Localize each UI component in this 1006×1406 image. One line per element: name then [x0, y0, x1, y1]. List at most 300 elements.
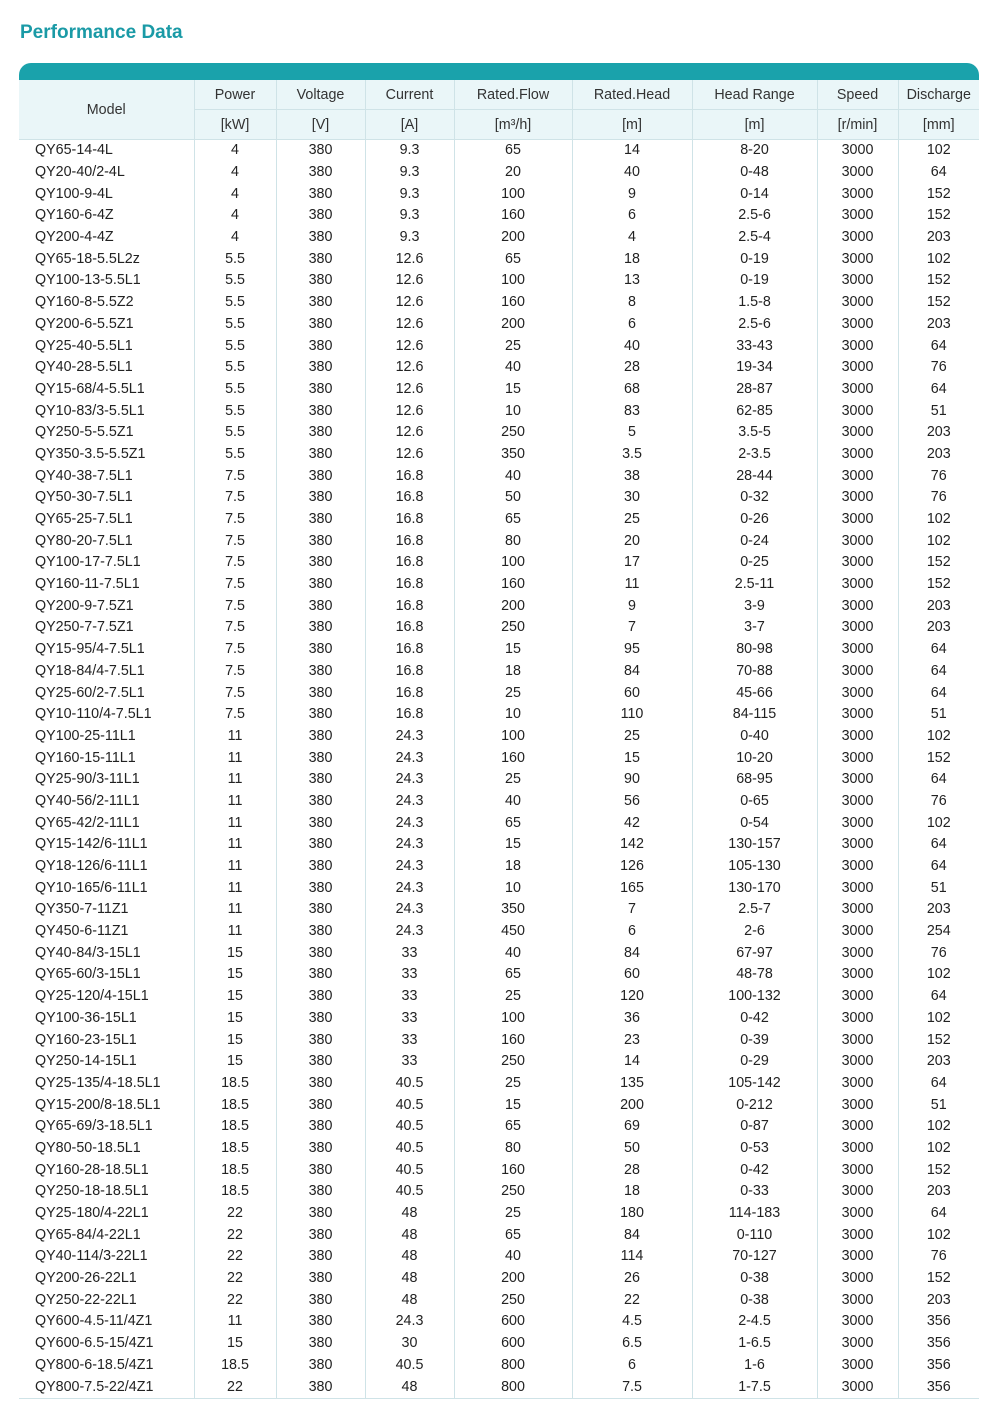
cell-rated-flow: 65	[454, 964, 572, 986]
table-row	[19, 747, 979, 769]
cell-model: QY160-15-11L1	[19, 747, 194, 769]
unit-voltage: [V]	[276, 110, 365, 140]
cell-current: 48	[365, 1203, 454, 1225]
cell-head-range: 45-66	[692, 682, 817, 704]
cell-power: 18.5	[194, 1094, 276, 1116]
cell-head-range: 100-132	[692, 986, 817, 1008]
cell-voltage: 380	[276, 791, 365, 813]
cell-power: 11	[194, 921, 276, 943]
cell-model: QY65-14-4L	[19, 140, 194, 162]
cell-current: 33	[365, 942, 454, 964]
cell-rated-flow: 65	[454, 248, 572, 270]
cell-power: 5.5	[194, 314, 276, 336]
cell-model: QY160-23-15L1	[19, 1029, 194, 1051]
cell-speed: 3000	[817, 530, 898, 552]
cell-head-range: 2.5-4	[692, 227, 817, 249]
cell-rated-head: 25	[572, 726, 692, 748]
table-row	[19, 704, 979, 726]
cell-discharge: 152	[926, 576, 951, 593]
cell-discharge: 76	[930, 1248, 947, 1265]
cell-current: 12.6	[365, 444, 454, 466]
cell-rated-flow: 40	[454, 791, 572, 813]
cell-rated-head: 83	[572, 400, 692, 422]
cell-rated-flow: 160	[454, 292, 572, 314]
cell-model: QY40-28-5.5L1	[19, 357, 194, 379]
cell-head-range: 67-97	[692, 942, 817, 964]
cell-rated-flow: 40	[454, 942, 572, 964]
cell-head-range: 70-88	[692, 661, 817, 683]
header-rated-flow: Rated.Flow	[454, 80, 572, 110]
cell-model: QY65-84/4-22L1	[19, 1224, 194, 1246]
cell-rated-head: 6.5	[572, 1333, 692, 1355]
performance-table	[19, 80, 979, 1399]
cell-voltage: 380	[276, 1376, 365, 1398]
cell-power: 15	[194, 1051, 276, 1073]
cell-head-range: 0-110	[692, 1224, 817, 1246]
cell-voltage: 380	[276, 1181, 365, 1203]
cell-discharge: 102	[926, 1226, 951, 1243]
cell-rated-head: 110	[572, 704, 692, 726]
cell-rated-head: 30	[572, 487, 692, 509]
cell-rated-head: 22	[572, 1289, 692, 1311]
cell-discharge: 152	[926, 749, 951, 766]
cell-head-range: 0-40	[692, 726, 817, 748]
cell-speed: 3000	[817, 1181, 898, 1203]
cell-model: QY25-120/4-15L1	[19, 986, 194, 1008]
cell-rated-flow: 450	[454, 921, 572, 943]
cell-model: QY250-18-18.5L1	[19, 1181, 194, 1203]
cell-rated-head: 4	[572, 227, 692, 249]
cell-model: QY40-114/3-22L1	[19, 1246, 194, 1268]
cell-discharge: 203	[926, 424, 951, 441]
table-row	[19, 726, 979, 748]
cell-model: QY20-40/2-4L	[19, 162, 194, 184]
cell-rated-head: 180	[572, 1203, 692, 1225]
page-title: Performance Data	[20, 22, 183, 43]
cell-speed: 3000	[817, 1159, 898, 1181]
cell-voltage: 380	[276, 1073, 365, 1095]
cell-head-range: 0-26	[692, 509, 817, 531]
cell-rated-flow: 100	[454, 726, 572, 748]
cell-head-range: 19-34	[692, 357, 817, 379]
cell-rated-flow: 25	[454, 1203, 572, 1225]
cell-head-range: 0-19	[692, 270, 817, 292]
cell-power: 22	[194, 1289, 276, 1311]
cell-rated-flow: 250	[454, 1051, 572, 1073]
cell-head-range: 0-39	[692, 1029, 817, 1051]
cell-head-range: 0-19	[692, 248, 817, 270]
cell-discharge: 102	[926, 727, 951, 744]
cell-speed: 3000	[817, 1203, 898, 1225]
cell-current: 40.5	[365, 1073, 454, 1095]
cell-current: 24.3	[365, 747, 454, 769]
cell-discharge: 203	[926, 901, 951, 918]
cell-current: 33	[365, 1008, 454, 1030]
cell-head-range: 0-32	[692, 487, 817, 509]
cell-discharge: 64	[930, 771, 947, 788]
cell-voltage: 380	[276, 639, 365, 661]
cell-rated-flow: 600	[454, 1311, 572, 1333]
cell-rated-flow: 100	[454, 183, 572, 205]
cell-voltage: 380	[276, 964, 365, 986]
cell-power: 4	[194, 140, 276, 162]
cell-head-range: 10-20	[692, 747, 817, 769]
cell-speed: 3000	[817, 1376, 898, 1398]
cell-rated-head: 7	[572, 617, 692, 639]
cell-voltage: 380	[276, 270, 365, 292]
cell-power: 22	[194, 1203, 276, 1225]
table-row	[19, 379, 979, 401]
cell-model: QY10-83/3-5.5L1	[19, 400, 194, 422]
cell-rated-flow: 65	[454, 1116, 572, 1138]
header-current: Current	[365, 80, 454, 110]
table-row	[19, 921, 979, 943]
cell-rated-flow: 80	[454, 530, 572, 552]
cell-power: 11	[194, 899, 276, 921]
cell-power: 11	[194, 856, 276, 878]
cell-current: 48	[365, 1289, 454, 1311]
cell-rated-head: 11	[572, 574, 692, 596]
cell-speed: 3000	[817, 661, 898, 683]
cell-speed: 3000	[817, 769, 898, 791]
cell-rated-head: 42	[572, 812, 692, 834]
cell-current: 24.3	[365, 921, 454, 943]
cell-head-range: 28-87	[692, 379, 817, 401]
cell-discharge: 64	[930, 164, 947, 181]
cell-rated-head: 165	[572, 877, 692, 899]
cell-power: 5.5	[194, 248, 276, 270]
cell-discharge: 102	[926, 142, 951, 159]
cell-rated-head: 9	[572, 183, 692, 205]
table-row	[19, 1138, 979, 1160]
cell-power: 7.5	[194, 530, 276, 552]
cell-current: 12.6	[365, 248, 454, 270]
cell-rated-flow: 65	[454, 509, 572, 531]
table-row	[19, 1116, 979, 1138]
cell-rated-flow: 50	[454, 487, 572, 509]
cell-current: 12.6	[365, 270, 454, 292]
cell-rated-flow: 10	[454, 877, 572, 899]
cell-discharge: 64	[930, 641, 947, 658]
cell-head-range: 0-42	[692, 1159, 817, 1181]
table-row	[19, 357, 979, 379]
cell-current: 16.8	[365, 530, 454, 552]
cell-current: 40.5	[365, 1116, 454, 1138]
table-row	[19, 509, 979, 531]
cell-rated-flow: 160	[454, 747, 572, 769]
cell-discharge: 64	[930, 858, 947, 875]
table-row	[19, 812, 979, 834]
cell-current: 24.3	[365, 877, 454, 899]
cell-voltage: 380	[276, 530, 365, 552]
cell-current: 33	[365, 964, 454, 986]
table-row	[19, 1246, 979, 1268]
cell-power: 15	[194, 986, 276, 1008]
cell-model: QY800-7.5-22/4Z1	[19, 1376, 194, 1398]
cell-voltage: 380	[276, 1355, 365, 1377]
cell-speed: 3000	[817, 465, 898, 487]
cell-head-range: 105-130	[692, 856, 817, 878]
table-row	[19, 834, 979, 856]
cell-rated-head: 18	[572, 1181, 692, 1203]
table-row	[19, 877, 979, 899]
unit-discharge: [mm]	[898, 110, 979, 140]
cell-model: QY600-6.5-15/4Z1	[19, 1333, 194, 1355]
cell-power: 4	[194, 227, 276, 249]
cell-current: 24.3	[365, 899, 454, 921]
cell-power: 7.5	[194, 617, 276, 639]
cell-current: 24.3	[365, 726, 454, 748]
cell-current: 40.5	[365, 1355, 454, 1377]
cell-rated-head: 17	[572, 552, 692, 574]
cell-discharge: 64	[930, 337, 947, 354]
cell-voltage: 380	[276, 595, 365, 617]
cell-voltage: 380	[276, 1051, 365, 1073]
cell-model: QY25-180/4-22L1	[19, 1203, 194, 1225]
cell-head-range: 0-38	[692, 1289, 817, 1311]
cell-speed: 3000	[817, 639, 898, 661]
cell-rated-head: 84	[572, 1224, 692, 1246]
cell-speed: 3000	[817, 704, 898, 726]
cell-current: 30	[365, 1333, 454, 1355]
cell-rated-flow: 160	[454, 205, 572, 227]
header-row-names	[19, 80, 979, 110]
cell-model: QY10-110/4-7.5L1	[19, 704, 194, 726]
cell-discharge: 64	[930, 988, 947, 1005]
cell-head-range: 0-29	[692, 1051, 817, 1073]
cell-speed: 3000	[817, 1333, 898, 1355]
cell-head-range: 2.5-11	[692, 574, 817, 596]
cell-head-range: 130-170	[692, 877, 817, 899]
performance-table-container	[19, 80, 979, 1399]
cell-speed: 3000	[817, 379, 898, 401]
cell-discharge: 152	[926, 207, 951, 224]
table-row	[19, 1333, 979, 1355]
cell-speed: 3000	[817, 552, 898, 574]
cell-discharge: 64	[930, 1205, 947, 1222]
cell-power: 7.5	[194, 682, 276, 704]
table-row	[19, 465, 979, 487]
cell-speed: 3000	[817, 314, 898, 336]
cell-speed: 3000	[817, 162, 898, 184]
table-body	[19, 140, 979, 1399]
table-row	[19, 595, 979, 617]
cell-head-range: 0-54	[692, 812, 817, 834]
cell-current: 12.6	[365, 314, 454, 336]
cell-current: 24.3	[365, 791, 454, 813]
table-row	[19, 617, 979, 639]
cell-model: QY250-14-15L1	[19, 1051, 194, 1073]
table-row	[19, 227, 979, 249]
cell-speed: 3000	[817, 1094, 898, 1116]
cell-rated-head: 4.5	[572, 1311, 692, 1333]
cell-rated-head: 135	[572, 1073, 692, 1095]
cell-discharge: 76	[930, 467, 947, 484]
cell-discharge: 102	[926, 1009, 951, 1026]
cell-rated-head: 50	[572, 1138, 692, 1160]
cell-power: 11	[194, 726, 276, 748]
unit-speed: [r/min]	[817, 110, 898, 140]
cell-rated-flow: 15	[454, 639, 572, 661]
cell-model: QY10-165/6-11L1	[19, 877, 194, 899]
cell-model: QY25-60/2-7.5L1	[19, 682, 194, 704]
table-row	[19, 1376, 979, 1398]
cell-model: QY200-9-7.5Z1	[19, 595, 194, 617]
cell-head-range: 80-98	[692, 639, 817, 661]
table-row	[19, 400, 979, 422]
cell-current: 9.3	[365, 140, 454, 162]
cell-model: QY100-9-4L	[19, 183, 194, 205]
cell-rated-flow: 25	[454, 1073, 572, 1095]
table-row	[19, 986, 979, 1008]
table-row	[19, 1181, 979, 1203]
cell-head-range: 70-127	[692, 1246, 817, 1268]
cell-power: 5.5	[194, 357, 276, 379]
cell-current: 16.8	[365, 574, 454, 596]
header-rated-head: Rated.Head	[572, 80, 692, 110]
cell-discharge: 51	[930, 402, 947, 419]
table-row	[19, 487, 979, 509]
cell-discharge: 152	[926, 185, 951, 202]
cell-voltage: 380	[276, 899, 365, 921]
cell-current: 24.3	[365, 834, 454, 856]
cell-voltage: 380	[276, 357, 365, 379]
cell-discharge: 203	[926, 1183, 951, 1200]
table-row	[19, 530, 979, 552]
cell-voltage: 380	[276, 1224, 365, 1246]
cell-voltage: 380	[276, 834, 365, 856]
cell-voltage: 380	[276, 162, 365, 184]
cell-model: QY18-126/6-11L1	[19, 856, 194, 878]
cell-power: 5.5	[194, 379, 276, 401]
cell-power: 5.5	[194, 292, 276, 314]
cell-speed: 3000	[817, 205, 898, 227]
cell-power: 15	[194, 1333, 276, 1355]
cell-model: QY100-13-5.5L1	[19, 270, 194, 292]
cell-voltage: 380	[276, 183, 365, 205]
cell-power: 15	[194, 1029, 276, 1051]
cell-rated-head: 6	[572, 1355, 692, 1377]
cell-power: 4	[194, 205, 276, 227]
cell-voltage: 380	[276, 769, 365, 791]
cell-voltage: 380	[276, 335, 365, 357]
cell-current: 40.5	[365, 1094, 454, 1116]
cell-speed: 3000	[817, 444, 898, 466]
cell-head-range: 0-14	[692, 183, 817, 205]
cell-model: QY50-30-7.5L1	[19, 487, 194, 509]
cell-rated-head: 6	[572, 314, 692, 336]
cell-head-range: 2.5-6	[692, 314, 817, 336]
cell-rated-head: 60	[572, 964, 692, 986]
cell-model: QY200-26-22L1	[19, 1268, 194, 1290]
cell-current: 40.5	[365, 1138, 454, 1160]
cell-discharge: 152	[926, 554, 951, 571]
cell-voltage: 380	[276, 682, 365, 704]
table-row	[19, 639, 979, 661]
cell-power: 11	[194, 877, 276, 899]
cell-rated-head: 114	[572, 1246, 692, 1268]
cell-speed: 3000	[817, 1268, 898, 1290]
cell-rated-flow: 18	[454, 661, 572, 683]
unit-head-range: [m]	[692, 110, 817, 140]
cell-speed: 3000	[817, 509, 898, 531]
cell-voltage: 380	[276, 292, 365, 314]
cell-rated-head: 36	[572, 1008, 692, 1030]
cell-voltage: 380	[276, 617, 365, 639]
table-row	[19, 314, 979, 336]
cell-current: 33	[365, 1029, 454, 1051]
cell-power: 4	[194, 183, 276, 205]
cell-power: 15	[194, 1008, 276, 1030]
cell-voltage: 380	[276, 444, 365, 466]
cell-head-range: 0-25	[692, 552, 817, 574]
cell-rated-head: 40	[572, 335, 692, 357]
table-row	[19, 1008, 979, 1030]
cell-rated-flow: 10	[454, 704, 572, 726]
cell-voltage: 380	[276, 942, 365, 964]
cell-power: 11	[194, 834, 276, 856]
cell-rated-flow: 40	[454, 465, 572, 487]
cell-power: 18.5	[194, 1159, 276, 1181]
cell-head-range: 3-7	[692, 617, 817, 639]
cell-power: 15	[194, 964, 276, 986]
table-row	[19, 183, 979, 205]
table-row	[19, 270, 979, 292]
cell-power: 7.5	[194, 639, 276, 661]
cell-rated-flow: 25	[454, 769, 572, 791]
cell-speed: 3000	[817, 140, 898, 162]
cell-model: QY160-11-7.5L1	[19, 574, 194, 596]
cell-rated-flow: 800	[454, 1376, 572, 1398]
cell-rated-head: 7	[572, 899, 692, 921]
cell-voltage: 380	[276, 726, 365, 748]
cell-rated-flow: 40	[454, 1246, 572, 1268]
cell-rated-head: 84	[572, 661, 692, 683]
cell-rated-flow: 200	[454, 227, 572, 249]
cell-rated-flow: 20	[454, 162, 572, 184]
cell-voltage: 380	[276, 704, 365, 726]
cell-model: QY40-38-7.5L1	[19, 465, 194, 487]
cell-rated-head: 13	[572, 270, 692, 292]
cell-power: 18.5	[194, 1116, 276, 1138]
cell-current: 16.8	[365, 682, 454, 704]
table-row	[19, 682, 979, 704]
cell-speed: 3000	[817, 726, 898, 748]
cell-head-range: 0-38	[692, 1268, 817, 1290]
cell-rated-head: 84	[572, 942, 692, 964]
cell-discharge: 152	[926, 1031, 951, 1048]
cell-voltage: 380	[276, 877, 365, 899]
unit-power: [kW]	[194, 110, 276, 140]
table-row	[19, 422, 979, 444]
cell-current: 40.5	[365, 1159, 454, 1181]
cell-rated-flow: 250	[454, 1181, 572, 1203]
cell-head-range: 33-43	[692, 335, 817, 357]
cell-head-range: 0-53	[692, 1138, 817, 1160]
cell-voltage: 380	[276, 400, 365, 422]
cell-rated-flow: 15	[454, 834, 572, 856]
cell-current: 48	[365, 1268, 454, 1290]
cell-current: 16.8	[365, 552, 454, 574]
cell-rated-head: 25	[572, 509, 692, 531]
cell-discharge: 203	[926, 619, 951, 636]
table-row	[19, 1289, 979, 1311]
table-head	[19, 80, 979, 140]
table-row	[19, 856, 979, 878]
table-row	[19, 1051, 979, 1073]
cell-speed: 3000	[817, 1289, 898, 1311]
cell-power: 22	[194, 1246, 276, 1268]
